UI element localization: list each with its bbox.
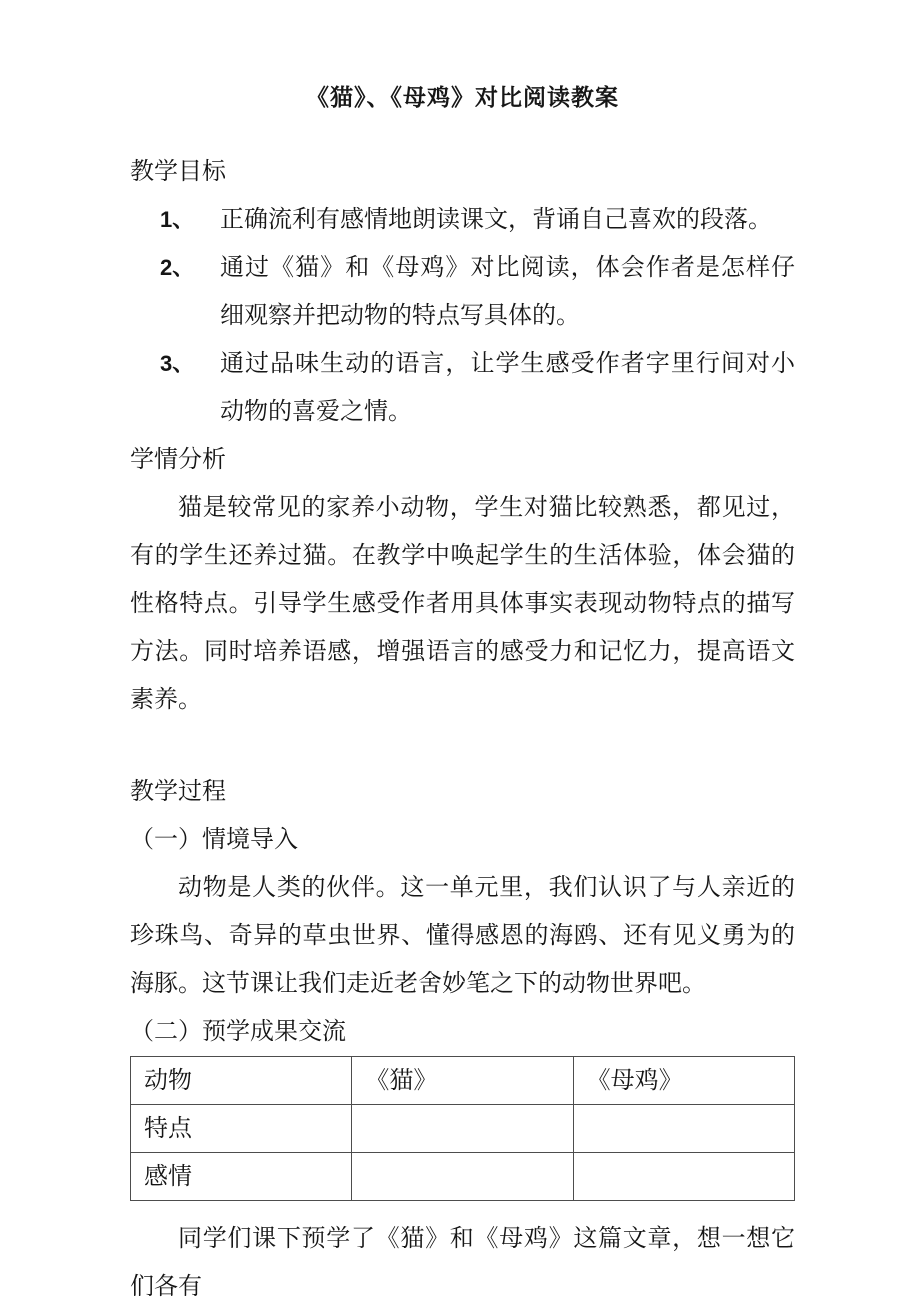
table-header-row bbox=[131, 1057, 795, 1105]
objectives-heading: 教学目标 bbox=[130, 159, 226, 185]
objective-text-1: 正确流利有感情地朗读课文，背诵自己喜欢的段落。 bbox=[220, 207, 772, 233]
objective-text-2: 通过《猫》和《母鸡》对比阅读，体会作者是怎样仔细观察并把动物的特点写具体的。 bbox=[220, 255, 795, 329]
traits-hen-cell bbox=[573, 1105, 794, 1153]
closing-paragraph: 同学们课下预学了《猫》和《母鸡》这篇文章，想一想它们各有 bbox=[130, 1226, 795, 1300]
table-row-traits bbox=[131, 1105, 795, 1153]
subsection-heading-prestudy: （二）预学成果交流 bbox=[130, 1019, 346, 1045]
analysis-paragraph: 猫是较常见的家养小动物，学生对猫比较熟悉，都见过，有的学生还养过猫。在教学中唤起学生的生活体验，体会猫的性格特点。引导学生感受作者用具体事实表现动物特点的描写方法。同时培养语感，增强语言的感受力和记忆力，提高语文素养。 bbox=[130, 495, 795, 713]
page-title: 《猫》、《母鸡》对比阅读教案 bbox=[306, 85, 619, 110]
table-header-cell-cat: 《猫》 bbox=[352, 1057, 573, 1105]
row-label-feelings: 感情 bbox=[131, 1153, 352, 1201]
feelings-hen-cell bbox=[573, 1153, 794, 1201]
objective-number-1: 1、 bbox=[160, 207, 195, 232]
objective-number-3: 3、 bbox=[160, 351, 195, 376]
row-label-traits: 特点 bbox=[131, 1105, 352, 1153]
feelings-cat-cell bbox=[352, 1153, 573, 1201]
intro-paragraph: 动物是人类的伙伴。这一单元里，我们认识了与人亲近的珍珠鸟、奇异的草虫世界、懂得感恩的海鸥、还有见义勇为的海豚。这节课让我们走近老舍妙笔之下的动物世界吧。 bbox=[130, 875, 795, 997]
process-heading: 教学过程 bbox=[130, 779, 226, 805]
objective-item-1 bbox=[130, 196, 795, 244]
table-row-feelings bbox=[131, 1153, 795, 1201]
objective-item-3 bbox=[130, 340, 795, 436]
table-header-cell-animal: 动物 bbox=[131, 1057, 352, 1105]
subsection-heading-intro: （一）情境导入 bbox=[130, 827, 298, 853]
analysis-heading: 学情分析 bbox=[130, 447, 226, 473]
prestudy-table bbox=[130, 1056, 795, 1201]
traits-cat-cell bbox=[352, 1105, 573, 1153]
table-header-cell-hen: 《母鸡》 bbox=[573, 1057, 794, 1105]
objective-number-2: 2、 bbox=[160, 255, 195, 280]
objective-text-3: 通过品味生动的语言，让学生感受作者字里行间对小动物的喜爱之情。 bbox=[220, 351, 795, 425]
objective-item-2 bbox=[130, 244, 795, 340]
